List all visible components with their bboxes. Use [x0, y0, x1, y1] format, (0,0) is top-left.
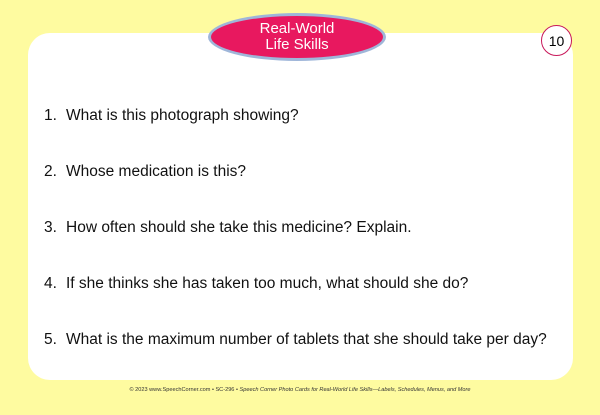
question-text: What is the maximum number of tablets that she should take per day? — [66, 331, 547, 348]
question-number: 5. — [44, 331, 57, 348]
question-text: Whose medication is this? — [66, 163, 247, 180]
question-number: 3. — [44, 219, 57, 236]
question-card — [28, 33, 573, 380]
question-text: How often should she take this medicine? Explain. — [66, 219, 412, 236]
question-item — [44, 106, 299, 126]
question-text: What is this photograph showing? — [66, 107, 299, 124]
badge-line-1: Real-World — [259, 20, 335, 37]
badge-line-2: Life Skills — [265, 36, 329, 53]
question-item — [44, 218, 412, 238]
question-item — [44, 330, 547, 350]
question-item — [44, 162, 246, 182]
card-number-badge — [541, 25, 572, 56]
question-number: 2. — [44, 163, 57, 180]
copyright-footer — [0, 387, 600, 393]
card-number: 10 — [548, 32, 565, 49]
question-text: If she thinks she has taken too much, what should she do? — [66, 275, 469, 292]
question-item — [44, 274, 468, 294]
footer-copyright: © 2023 www.SpeechCorner.com • SC-296 • — [129, 387, 240, 393]
footer-product-title: Speech Corner Photo Cards for Real-World Life Skills—Labels, Schedules, Menus, and More — [239, 387, 471, 393]
question-number: 4. — [44, 275, 57, 292]
category-badge — [208, 13, 386, 61]
question-number: 1. — [44, 107, 57, 124]
